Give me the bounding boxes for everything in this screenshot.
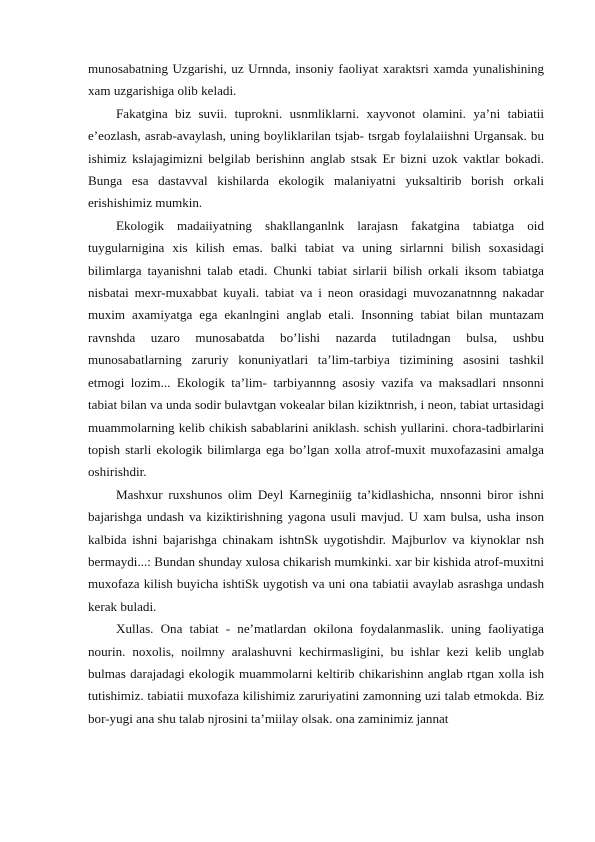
paragraph-5: Xullas. Ona tabiat - ne’matlardan okilona foydalanmaslik. uning faoliyatiga nourin. noxolis, noilmny aralashuvni kechirmasligini, bu ishlar kezi kelib unglab bulmas darajadagi ekologik muammolarni keltirib chikarishinn anglab rtgan xolla ish tutishimiz. tabiatii muxofaza kilishimiz zaruriyatini zamonning uzi talab etmokda. Biz bor-yugi ana shu talab njrosini ta’miilay olsak. ona zaminimiz jannat	[88, 621, 544, 726]
paragraph-4: Mashxur ruxshunos olim Deyl Karneginiig ta’kidlashicha, nnsonni biror ishni bajarishga undash va kiziktirishning yagona usuli mavjud. U xam bulsa, usha inson kalbida ishni bajarishga chinakam ishtnSk uygotishdir. Majburlov va kiynoklar nsh bermaydi...: Bundan shunday xulosa chikarish mumkinki. xar bir kishida atrof-muxitni muxofaza kilish buyicha ishtiSk uygotish va uni ona tabiatii avaylab asrashga undash kerak buladi.	[88, 486, 544, 614]
paragraph-3: Ekologik madaiiyatning shakllanganlnk larajasn fakatgina tabiatga oid tuygularnigina xis kilish emas. balki tabiat va uning sirlarnni bilish soxasidagi bilimlarga tayanishni talab etadi. Chunki tabiat sirlarii bilish orkali iksom tabiatga nisbatai mexr-muxabbat kuyali. tabiat va i neon orasidagi muvozanatnnng nakadar muxim axamiyatga ega ekanlngini anglab etali. Insonning tabiat bilan muntazam ravnshda uzaro munosabatda bo’lishi nazarda tutiladngan bulsa, ushbu munosabatlarning zaruriy konuniyatlari ta’lim-tarbiya tizimining asosini tashkil etmogi lozim... Ekologik ta’lim- tarbiyannng asosiy vazifa va maksadlari nnsonni tabiat bilan va unda sodir bulavtgan vokealar bilan kiziktnrish, i neon, tabiat urtasidagi muammolarning kelib chikish sabablarini aniklash. schish yullarini. chora-tadbirlarini topish starli ekologik bilimlarga ega bo’lgan xolla atrof-muxit muxofazasini amalga oshirishdir.	[88, 217, 544, 480]
document-page	[88, 58, 544, 730]
paragraph-2: Fakatgina biz suvii. tuprokni. usnmliklarni. xayvonot olamini. ya’ni tabiatii e’eozlash, asrab-avaylash, uning boyliklarilan tsjab- tsrgab foylalaiishni Urgansak. bu ishimiz kslajagimizni belgilab berishinn anglab stsak Er bizni uzok vaktlar bokadi. Bunga esa dastavval kishilarda ekologik malaniyatni yuksaltirib borish orkali erishishimiz mumkin.	[88, 105, 544, 211]
paragraph-1: munosabatning Uzgarishi, uz Urnnda, insoniy faoliyat xaraktsri xamda yunalishining xam uzgarishiga olib keladi.	[88, 61, 544, 99]
